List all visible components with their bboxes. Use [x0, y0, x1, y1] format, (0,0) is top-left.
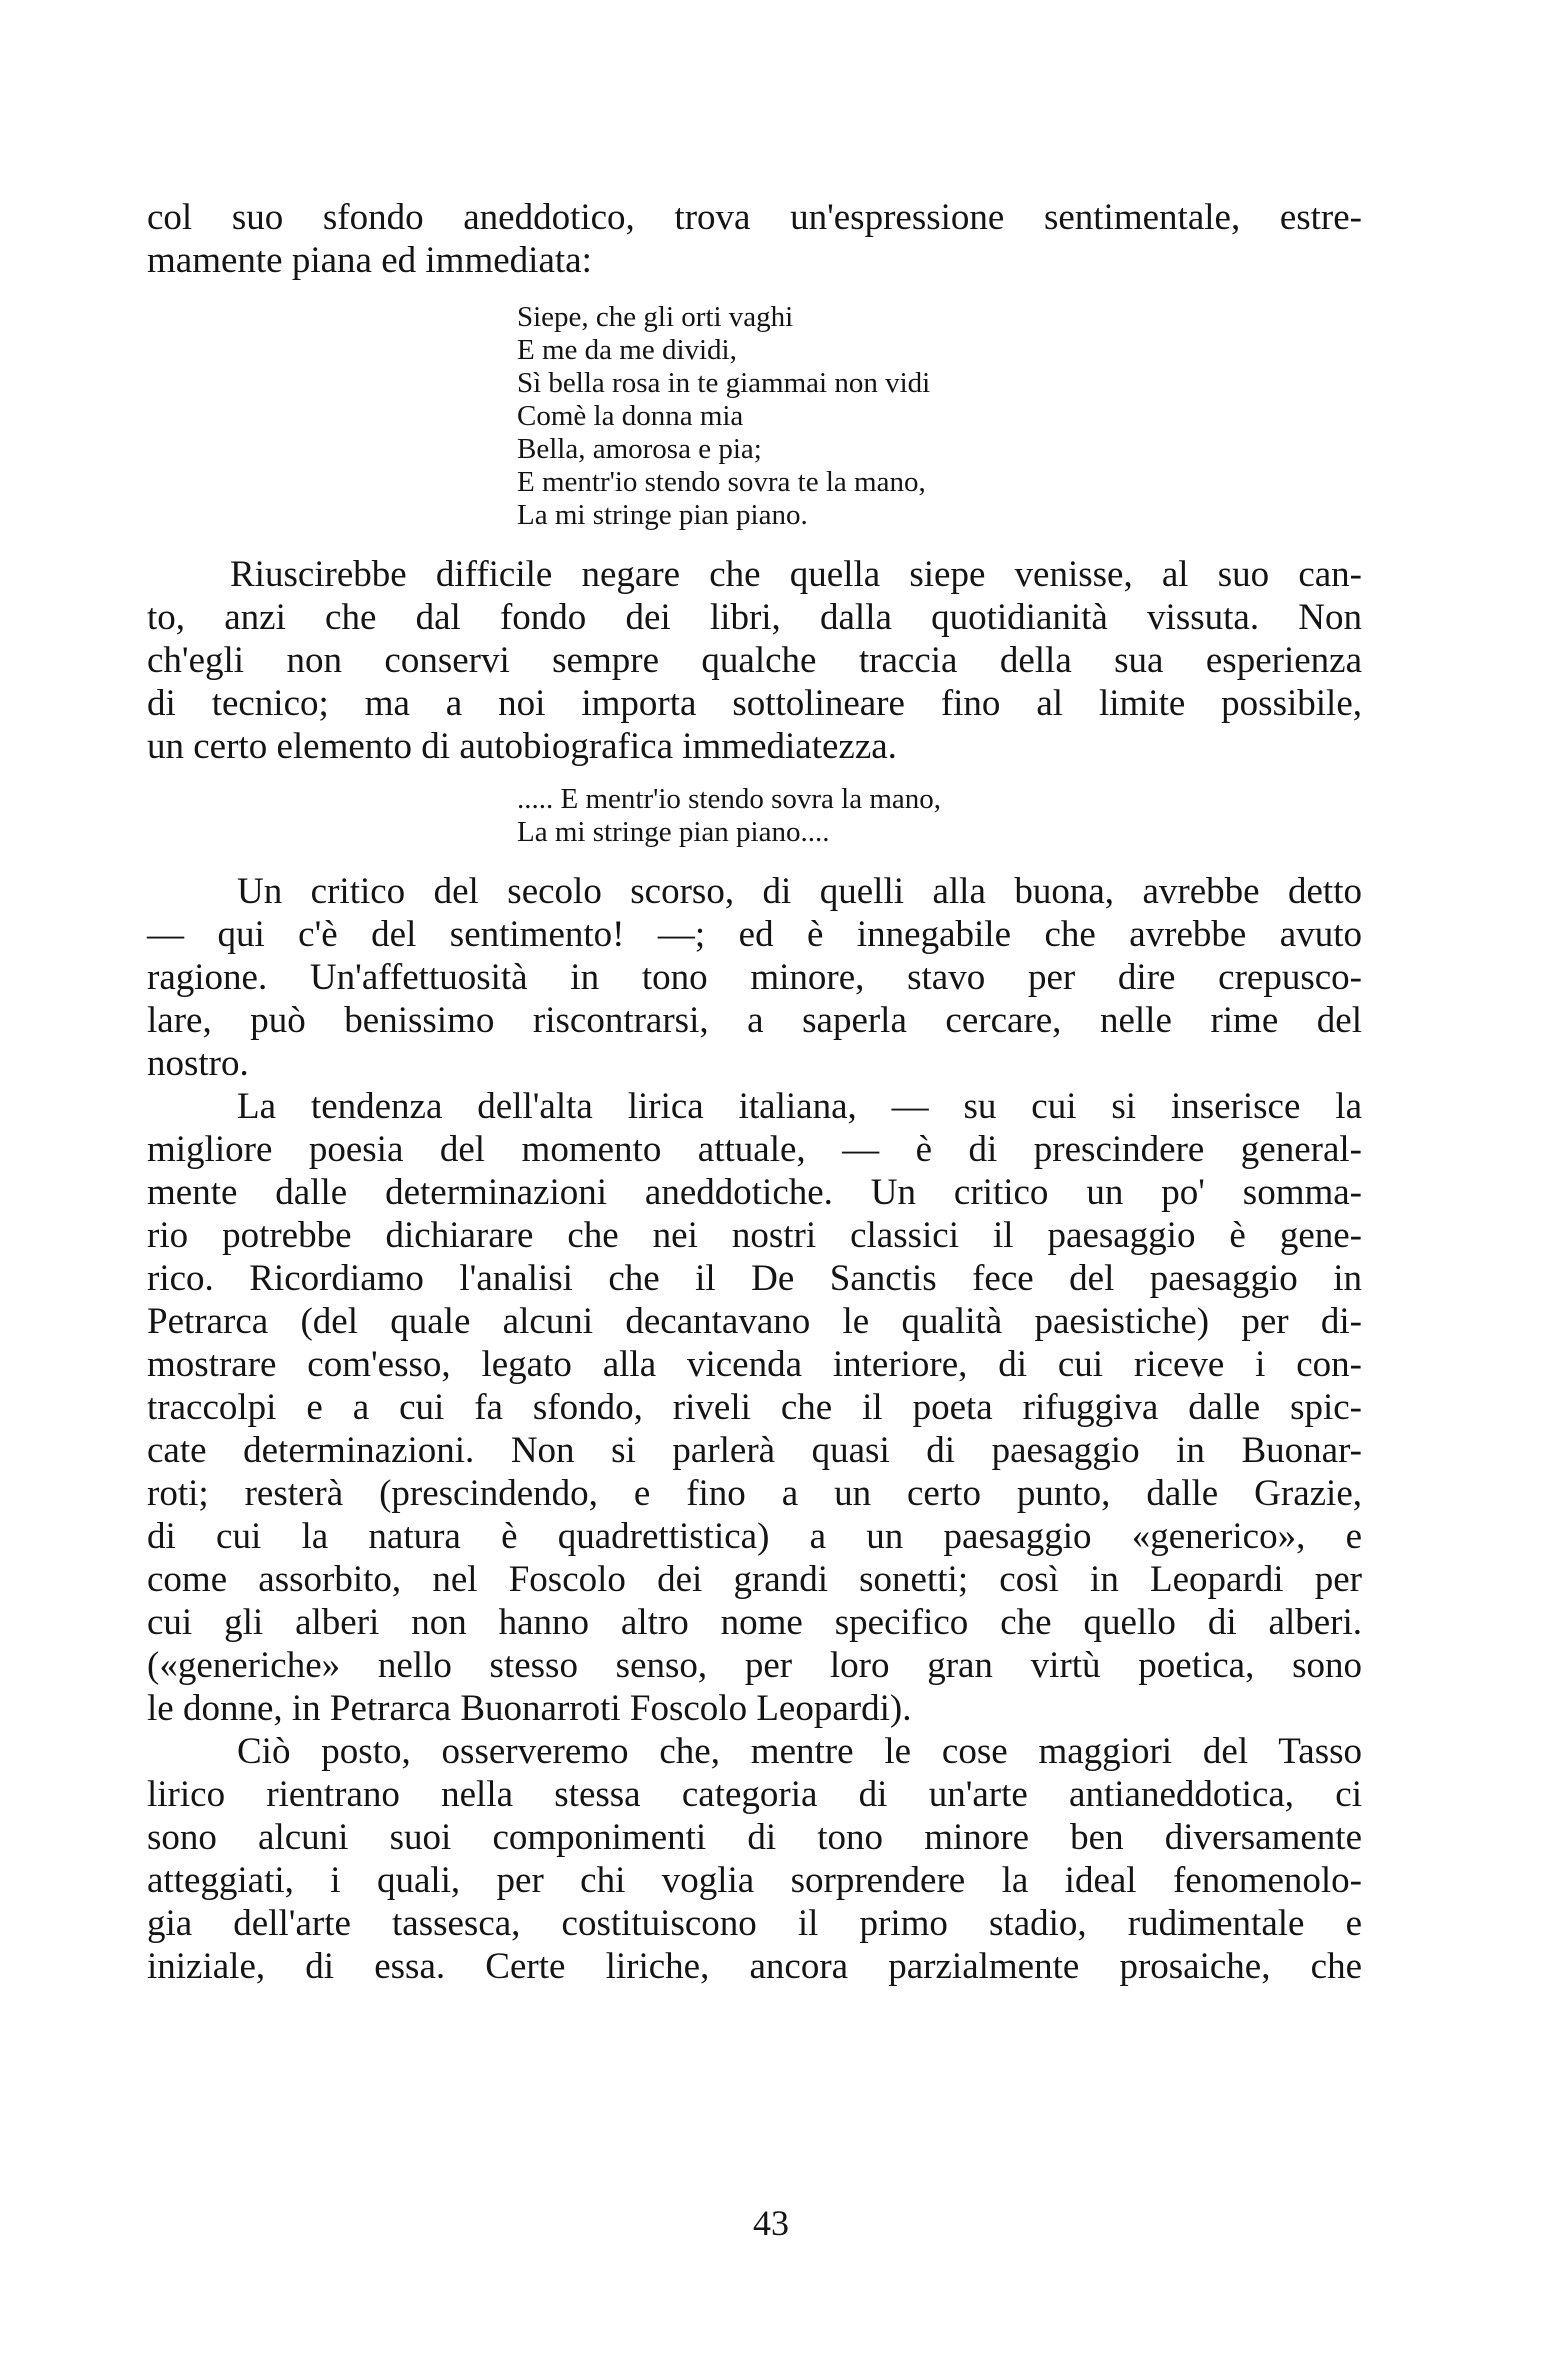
text-line: («generiche» nello stesso senso, per loro gran virtù poetica, sono: [147, 1645, 1362, 1686]
text-line: Petrarca (del quale alcuni decantavano le qualità paesistiche) per di-: [147, 1301, 1362, 1342]
verse-line: La mi stringe pian piano....: [517, 816, 830, 848]
text-line: le donne, in Petrarca Buonarroti Foscolo Leopardi).: [147, 1688, 912, 1729]
verse-line: La mi stringe pian piano.: [517, 499, 808, 531]
text-line: Ciò posto, osserveremo che, mentre le cose maggiori del Tasso: [237, 1731, 1362, 1772]
text-line: gia dell'arte tassesca, costituiscono il primo stadio, rudimentale e: [147, 1903, 1362, 1944]
text-line: sono alcuni suoi componimenti di tono minore ben diversamente: [147, 1817, 1362, 1858]
text-line: La tendenza dell'alta lirica italiana, — su cui si inserisce la: [237, 1086, 1362, 1127]
text-line: to, anzi che dal fondo dei libri, dalla quotidianità vissuta. Non: [147, 597, 1362, 638]
text-line: rico. Ricordiamo l'analisi che il De Sanctis fece del paesaggio in: [147, 1258, 1362, 1299]
text-line: rio potrebbe dichiarare che nei nostri classici il paesaggio è gene-: [147, 1215, 1362, 1256]
verse-line: Siepe, che gli orti vaghi: [517, 301, 794, 333]
text-line: mostrare com'esso, legato alla vicenda interiore, di cui riceve i con-: [147, 1344, 1362, 1385]
page-number: 43: [753, 2203, 789, 2243]
text-line: traccolpi e a cui fa sfondo, riveli che il poeta rifuggiva dalle spic-: [147, 1387, 1362, 1428]
text-line: ch'egli non conservi sempre qualche traccia della sua esperienza: [147, 640, 1362, 681]
text-line: iniziale, di essa. Certe liriche, ancora parzialmente prosaiche, che: [147, 1946, 1362, 1987]
text-line: ragione. Un'affettuosità in tono minore, stavo per dire crepusco-: [147, 957, 1362, 998]
text-line: Riuscirebbe difficile negare che quella siepe venisse, al suo can-: [230, 554, 1362, 595]
verse-line: Sì bella rosa in te giammai non vidi: [517, 367, 931, 399]
text-line: come assorbito, nel Foscolo dei grandi sonetti; così in Leopardi per: [147, 1559, 1362, 1600]
text-line: lare, può benissimo riscontrarsi, a saperla cercare, nelle rime del: [147, 1000, 1362, 1041]
text-line: migliore poesia del momento attuale, — è di prescindere general-: [147, 1129, 1362, 1170]
text-line: col suo sfondo aneddotico, trova un'espressione sentimentale, estre-: [147, 197, 1362, 238]
verse-line: ..... E mentr'io stendo sovra la mano,: [517, 783, 942, 815]
text-line: atteggiati, i quali, per chi voglia sorprendere la ideal fenomenolo-: [147, 1860, 1362, 1901]
verse-line: Comè la donna mia: [517, 400, 744, 432]
text-line: — qui c'è del sentimento! —; ed è innegabile che avrebbe avuto: [147, 914, 1362, 955]
verse-line: E mentr'io stendo sovra te la mano,: [517, 466, 926, 498]
text-line: Un critico del secolo scorso, di quelli alla buona, avrebbe detto: [237, 871, 1362, 912]
text-line: cui gli alberi non hanno altro nome specifico che quello di alberi.: [147, 1602, 1362, 1643]
text-line: roti; resterà (prescindendo, e fino a un certo punto, dalle Grazie,: [147, 1473, 1362, 1514]
text-line: lirico rientrano nella stessa categoria di un'arte antianeddotica, ci: [147, 1774, 1362, 1815]
verse-line: Bella, amorosa e pia;: [517, 433, 762, 465]
text-line: di cui la natura è quadrettistica) a un paesaggio «generico», e: [147, 1516, 1362, 1557]
text-line: di tecnico; ma a noi importa sottolineare fino al limite possibile,: [147, 683, 1362, 724]
text-line: mamente piana ed immediata:: [147, 240, 592, 281]
text-line: cate determinazioni. Non si parlerà quasi di paesaggio in Buonar-: [147, 1430, 1362, 1471]
verse-line: E me da me dividi,: [517, 334, 737, 366]
text-line: mente dalle determinazioni aneddotiche. Un critico un po' somma-: [147, 1172, 1362, 1213]
text-line: un certo elemento di autobiografica immediatezza.: [147, 726, 897, 767]
text-line: nostro.: [147, 1043, 249, 1084]
